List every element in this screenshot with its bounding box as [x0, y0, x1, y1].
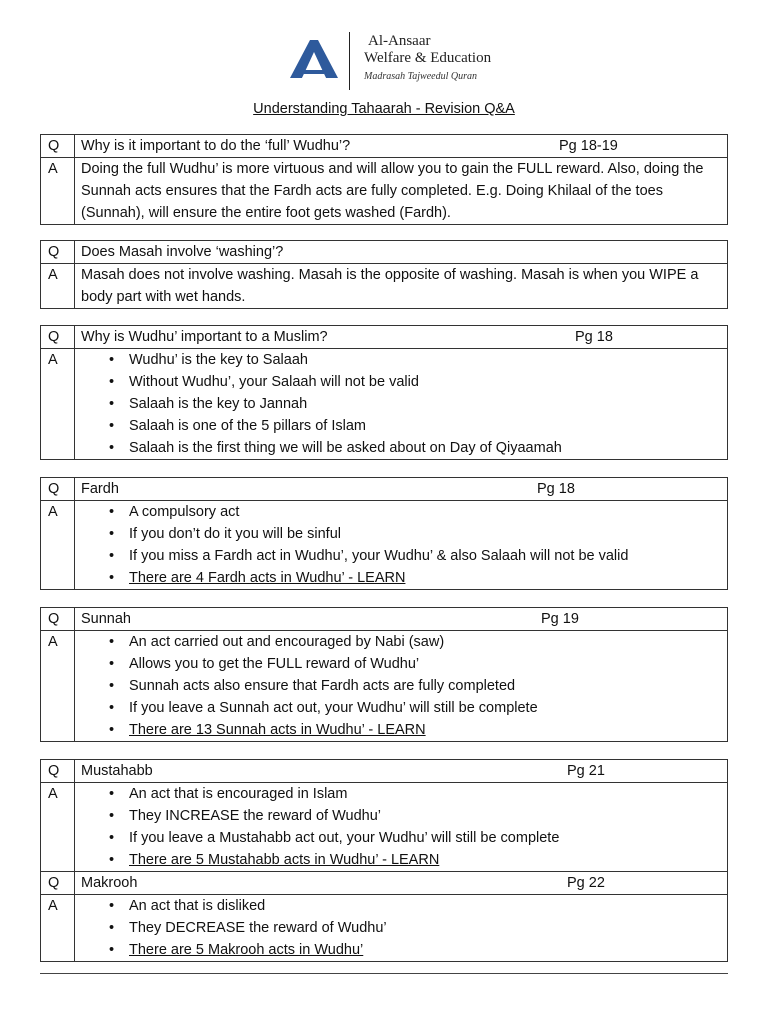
page-reference: Pg 18-19	[559, 138, 618, 154]
organisation-logo	[288, 30, 508, 92]
list-item: • If you leave a Mustahabb act out, your Wudhu’ will still be complete	[129, 827, 721, 849]
logo-mark-icon	[288, 38, 340, 80]
qa-block-fardh	[40, 477, 728, 590]
question-cell	[75, 326, 728, 349]
qa-block-full-wudhu	[40, 134, 728, 225]
q-label: Q	[41, 608, 75, 631]
list-item: • If you leave a Sunnah act out, your Wudhu’ will still be complete	[129, 697, 721, 719]
qa-block-mustahabb-makrooh	[40, 759, 728, 962]
answer-cell	[75, 631, 728, 742]
question-text: Makrooh	[81, 875, 138, 891]
question-text: Mustahabb	[81, 763, 153, 779]
question-text: Why is Wudhu’ important to a Muslim?	[81, 329, 328, 345]
org-name-line1: Al-Ansaar	[368, 33, 431, 49]
list-item: • An act that is encouraged in Islam	[129, 783, 721, 805]
list-item: • Wudhu’ is the key to Salaah	[129, 349, 721, 371]
answer-cell	[75, 783, 728, 872]
qa-block-masah	[40, 240, 728, 309]
list-item: • Without Wudhu’, your Salaah will not be valid	[129, 371, 721, 393]
document-title: Understanding Tahaarah - Revision Q&A	[253, 101, 515, 117]
a-label: A	[41, 501, 75, 590]
question-text: Why is it important to do the ‘full’ Wudhu’?	[81, 138, 351, 154]
list-item: • They INCREASE the reward of Wudhu’	[129, 805, 721, 827]
q-label: Q	[41, 326, 75, 349]
list-item: • Salaah is the first thing we will be asked about on Day of Qiyaamah	[129, 437, 721, 459]
a-label: A	[41, 895, 75, 962]
qa-block-importance	[40, 325, 728, 460]
list-item-underlined: • There are 4 Fardh acts in Wudhu’ - LEARN	[129, 567, 721, 589]
question-cell	[75, 608, 728, 631]
question-cell	[75, 760, 728, 783]
logo-divider	[349, 32, 350, 90]
page-reference: Pg 19	[541, 611, 579, 627]
question-text: Does Masah involve ‘washing’?	[75, 241, 728, 264]
list-item: • They DECREASE the reward of Wudhu’	[129, 917, 721, 939]
list-item: • An act that is disliked	[129, 895, 721, 917]
list-item-underlined: • There are 5 Mustahabb acts in Wudhu’ - LEARN	[129, 849, 721, 871]
answer-list	[81, 501, 721, 589]
answer-text: Doing the full Wudhu’ is more virtuous and will allow you to gain the FULL reward. Also, doing the Sunnah acts ensures that the Fardh acts are fully completed. E.g. Doing Khilaal of the toes (Sunnah), will ensure the entire foot gets washed (Fardh).	[75, 158, 728, 225]
list-item: • Salaah is one of the 5 pillars of Islam	[129, 415, 721, 437]
answer-text: Masah does not involve washing. Masah is the opposite of washing. Masah is when you WIPE a body part with wet hands.	[75, 264, 728, 309]
list-item: • Salaah is the key to Jannah	[129, 393, 721, 415]
page-reference: Pg 18	[575, 329, 613, 345]
answer-list	[81, 895, 721, 961]
q-label: Q	[41, 478, 75, 501]
answer-list	[81, 783, 721, 871]
list-item: • Sunnah acts also ensure that Fardh acts are fully completed	[129, 675, 721, 697]
q-label: Q	[41, 760, 75, 783]
question-cell	[75, 135, 728, 158]
q-label: Q	[41, 241, 75, 264]
answer-cell	[75, 349, 728, 460]
a-label: A	[41, 264, 75, 309]
answer-list	[81, 349, 721, 459]
qa-block-sunnah	[40, 607, 728, 742]
a-label: A	[41, 783, 75, 872]
page-reference: Pg 22	[567, 875, 605, 891]
q-label: Q	[41, 872, 75, 895]
answer-list	[81, 631, 721, 741]
footer-divider	[40, 973, 728, 974]
list-item: • If you don’t do it you will be sinful	[129, 523, 721, 545]
org-name-line3: Madrasah Tajweedul Quran	[364, 71, 477, 82]
a-label: A	[41, 349, 75, 460]
question-text: Fardh	[81, 481, 119, 497]
page-reference: Pg 21	[567, 763, 605, 779]
question-cell	[75, 478, 728, 501]
list-item: • If you miss a Fardh act in Wudhu’, your Wudhu’ & also Salaah will not be valid	[129, 545, 721, 567]
list-item-underlined: • There are 13 Sunnah acts in Wudhu’ - LEARN	[129, 719, 721, 741]
list-item: • Allows you to get the FULL reward of Wudhu’	[129, 653, 721, 675]
a-label: A	[41, 158, 75, 225]
a-label: A	[41, 631, 75, 742]
answer-cell	[75, 501, 728, 590]
answer-cell	[75, 895, 728, 962]
question-cell	[75, 872, 728, 895]
list-item: • An act carried out and encouraged by Nabi (saw)	[129, 631, 721, 653]
question-text: Sunnah	[81, 611, 131, 627]
list-item: • A compulsory act	[129, 501, 721, 523]
page-reference: Pg 18	[537, 481, 575, 497]
org-name-line2: Welfare & Education	[364, 50, 492, 66]
list-item-underlined: • There are 5 Makrooh acts in Wudhu’	[129, 939, 721, 961]
q-label: Q	[41, 135, 75, 158]
